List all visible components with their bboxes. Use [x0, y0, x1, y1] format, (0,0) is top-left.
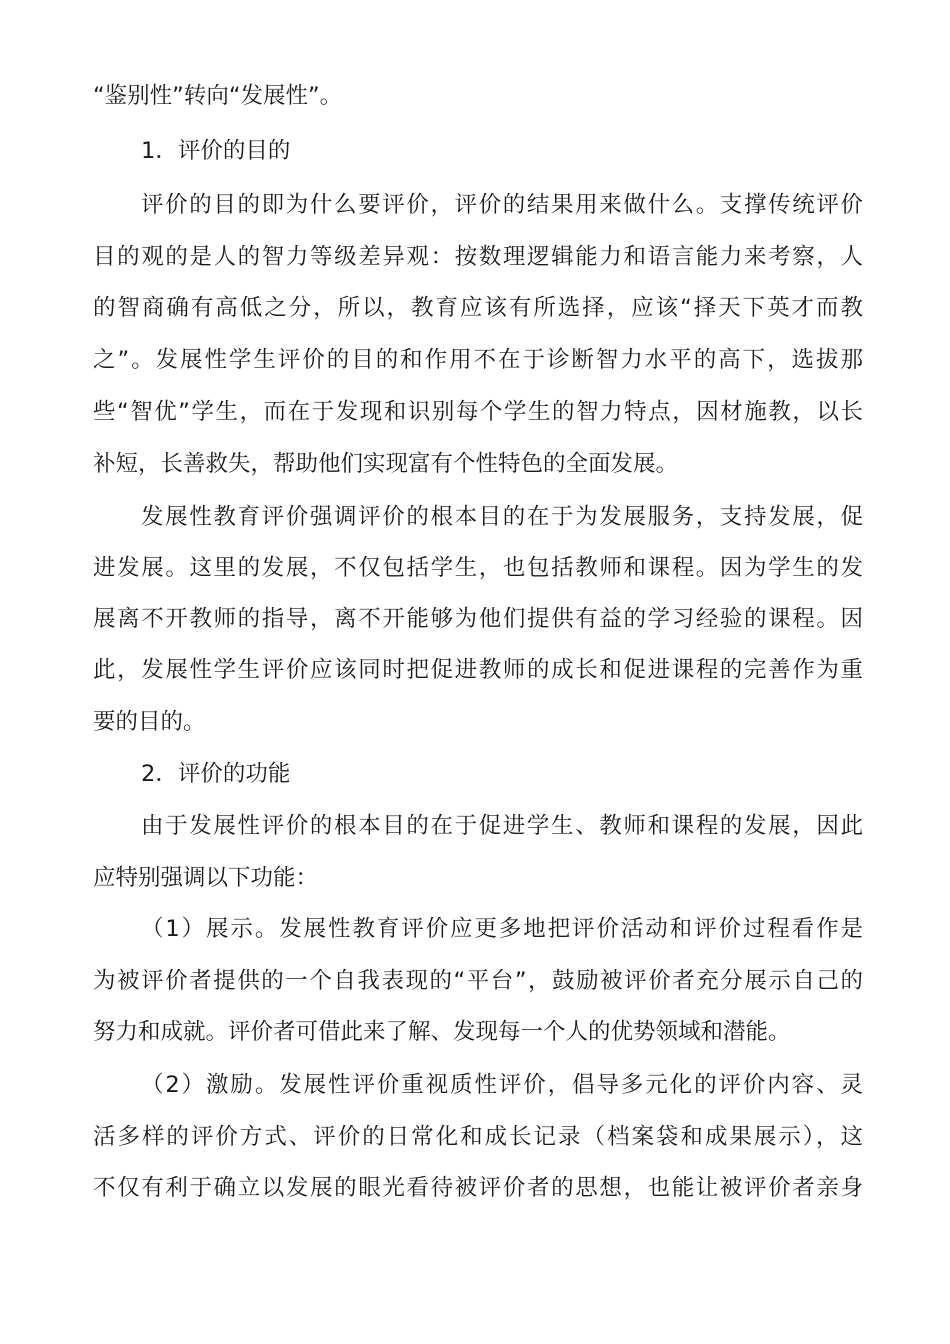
text-line: 应特别强调以下功能： — [93, 865, 319, 891]
text-line: 为被评价者提供的一个自我表现的“平台”，鼓励被评价者充分展示自己的 — [93, 968, 863, 994]
text-line: “鉴别性”转向“发展性”。 — [93, 83, 343, 109]
text-line: 活多样的评价方式、评价的日常化和成长记录（档案袋和成果展示），这 — [93, 1124, 863, 1150]
section-heading-purpose: 1．评价的目的 — [141, 138, 291, 164]
text-line: 由于发展性评价的根本目的在于促进学生、教师和课程的发展，因此 — [141, 813, 863, 839]
text-line: （2）激励。发展性评价重视质性评价，倡导多元化的评价内容、灵 — [141, 1072, 863, 1098]
text-line: （1）展示。发展性教育评价应更多地把评价活动和评价过程看作是 — [141, 916, 863, 942]
text-line: 努力和成就。评价者可借此来了解、发现每一个人的优势领域和潜能。 — [93, 1019, 791, 1045]
text-line: 发展性教育评价强调评价的根本目的在于为发展服务，支持发展，促 — [141, 504, 863, 530]
text-line: 目的观的是人的智力等级差异观：按数理逻辑能力和语言能力来考察，人 — [93, 244, 863, 270]
text-line: 此，发展性学生评价应该同时把促进教师的成长和促进课程的完善作为重 — [93, 657, 863, 683]
text-line: 的智商确有高低之分，所以，教育应该有所选择，应该“择天下英才而教 — [93, 295, 863, 321]
text-line: 展离不开教师的指导，离不开能够为他们提供有益的学习经验的课程。因 — [93, 606, 863, 632]
text-line: 要的目的。 — [93, 709, 206, 735]
section-heading-function: 2．评价的功能 — [141, 761, 291, 787]
text-line: 些“智优”学生，而在于发现和识别每个学生的智力特点，因材施教，以长 — [93, 399, 863, 425]
text-line: 不仅有利于确立以发展的眼光看待被评价者的思想，也能让被评价者亲身 — [93, 1175, 863, 1201]
text-line: 评价的目的即为什么要评价，评价的结果用来做什么。支撑传统评价 — [141, 192, 863, 218]
text-line: 进发展。这里的发展，不仅包括学生，也包括教师和课程。因为学生的发 — [93, 555, 863, 581]
text-line: 之”。发展性学生评价的目的和作用不在于诊断智力水平的高下，选拔那 — [93, 347, 863, 373]
text-line: 补短，长善救失，帮助他们实现富有个性特色的全面发展。 — [93, 451, 679, 477]
